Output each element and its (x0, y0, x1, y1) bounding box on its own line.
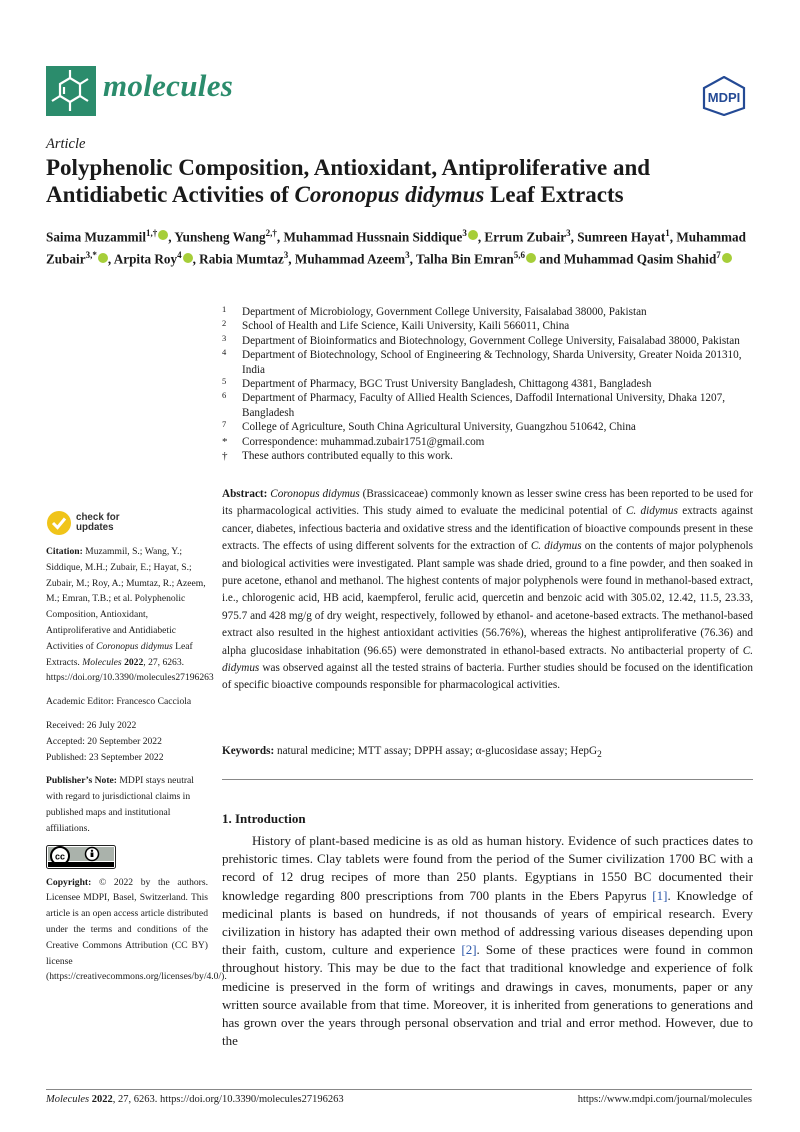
affiliation-text: School of Health and Life Science, Kaili University, Kaili 566011, China (242, 320, 570, 333)
author-name: Arpita Roy (113, 251, 178, 267)
journal-header (46, 66, 752, 120)
orcid-icon[interactable] (183, 253, 193, 263)
affiliation-mark: 4 (222, 347, 227, 358)
keywords: Keywords: natural medicine; MTT assay; DPPH assay; α-glucosidase assay; HepG$_2$ (222, 745, 602, 761)
copyright: Copyright: © 2022 by the authors. Licensee MDPI, Basel, Switzerland. This article is an open access article distributed under the terms and conditions of the Creative Commons Attribution (CC BY) license (https://creativecommons.org/licenses/by/4.0/). (46, 876, 227, 983)
affiliation-mark: 7 (222, 419, 227, 430)
author-name: Rabia Mumtaz (199, 251, 284, 267)
affiliation-mark: 1 (222, 304, 227, 314)
publisher-note: Publisher’s Note: MDPI stays neutral with regard to jurisdictional claims in published maps and institutional affiliations. (46, 775, 194, 834)
author-name: Saima Muzammil (46, 229, 146, 245)
footer-divider (46, 1089, 752, 1090)
section-divider (222, 779, 753, 780)
check-for-updates-button[interactable]: check for updates (46, 510, 208, 536)
affiliation-text: College of Agriculture, South China Agricultural University, Guangzhou 510642, China (242, 421, 636, 434)
author-conjunction: and (539, 251, 561, 267)
cc-by-license-icon[interactable] (46, 845, 116, 869)
orcid-icon[interactable] (526, 253, 536, 263)
author-affiliation-mark: 3 (566, 228, 571, 238)
author-list: Saima Muzammil$^{1,\dagger}$ , Yunsheng Wang$^{2,\dagger}$, Muhammad Hussnain Siddique$^3$ , Errum Zubair$^3$, Sumreen Hayat$^1$, Muhammad Zubair$^{3,*}$ , Arpita Roy$^4$ , Rabia Mumtaz$^3$, Muhammad Azeem$^3$, Talha Bin Emran$^{5,6}$ and Muhammad Qasim Shahid$^7$ (46, 228, 746, 267)
published-date: Published: 23 September 2022 (46, 751, 164, 763)
author-name: Muhammad Zubair (46, 229, 746, 267)
affiliation-text: Department of Microbiology, Government College University, Faisalabad 38000, Pakistan (242, 306, 647, 318)
author-affiliation-mark: 2,† (265, 228, 277, 238)
svg-text:cc: cc (54, 851, 66, 862)
affiliation-item (222, 377, 756, 391)
author-name: Muhammad Azeem (294, 251, 406, 267)
author-affiliation-mark: 3 (405, 250, 410, 261)
author-affiliation-mark: 4 (177, 250, 182, 261)
reference-link-1[interactable]: [1] (652, 887, 668, 903)
author-affiliation-mark: 1 (665, 228, 670, 238)
svg-text:MDPI: MDPI (707, 90, 741, 105)
affiliation-item (222, 449, 756, 463)
sidebar (46, 510, 227, 993)
citation: Citation: Muzammil, S.; Wang, Y.; Siddique, M.H.; Zubair, E.; Hayat, S.; Zubair, M.; Roy, A.; Mumtaz, R.; Azeem, M.; Emran, T.B.; et al. Polyphenolic Composition, Antioxidant, Antiproliferative and Antidiabetic Activities of Coronopus didymus Leaf Extracts. Molecules 2022, 27, 6263. https://doi.org/10.3390/molecules27196263 (46, 546, 214, 684)
received-date: Received: 26 July 2022 (46, 719, 137, 731)
affiliation-text: These authors contributed equally to this work. (242, 450, 453, 463)
affiliation-text: Department of Pharmacy, Faculty of Allied Health Sciences, Daffodil International University, Dhaka 1207, Bangladesh (242, 392, 725, 419)
affiliation-item (222, 305, 756, 319)
orcid-icon[interactable] (158, 230, 168, 240)
journal-name: molecules (103, 68, 234, 103)
mdpi-logo-icon (696, 76, 752, 116)
author-name: Sumreen Hayat (577, 229, 666, 245)
affiliation-item (222, 435, 756, 449)
affiliation-item (222, 420, 756, 434)
author-affiliation-mark: 7 (716, 250, 721, 261)
abstract: Abstract: Coronopus didymus (Brassicaceae) commonly known as lesser swine cress has been reported to be used for its pharmacological activities. This study aimed to evaluate the medicinal potential of C. didymus extracts against cancer, diabetes, infectious bacteria and oxidative stress and the identification of bioactive compounds present in these extracts. The effects of using different solvents for the extraction of C. didymus on the contents of major polyphenols and biological activities were investigated. Plant sample was shade dried, ground to a fine powder, and then soaked in pure acetone, ethanol and methanol. The highest contents of major polyphenols were found in methanol-based extract, i.e., chlorogenic acid, HB acid, kaempferol, ferulic acid, quercetin and benzoic acid with 305.02, 12.42, 11.5, 23.33, 975.7 and 428 mg/g of dry weight, respectively, followed by ethanol- and acetone-based extracts. The methanol-based extract also resulted in the highest antioxidant activities (56.76%), whereas the highest antiproliferative (76.36) and alpha glucosidase inhabitation (96.65) were demonstrated in ethanol-based extracts. No antibacterial property of C. didymus was observed against all the tested strains of bacteria. Further studies should be focused on the identification of specific bioactive compounds responsible for pharmacological activities. (222, 488, 754, 692)
author-name: Muhammad Qasim Shahid (563, 251, 717, 267)
affiliation-mark: 2 (222, 318, 227, 329)
article-title: Polyphenolic Composition, Antioxidant, Antiproliferative and Antidiabetic Activities of Coronopus didymus Leaf Extracts (46, 155, 651, 207)
check-updates-icon (46, 510, 72, 536)
author-affiliation-mark: 3 (462, 228, 467, 238)
affiliation-item (222, 334, 756, 348)
affiliation-text: Department of Bioinformatics and Biotechnology, Government College University, Faisalabad 38000, Pakistan (242, 334, 740, 347)
affiliation-text: Correspondence: muhammad.zubair1751@gmail.com (242, 435, 485, 448)
affiliation-item (222, 348, 756, 377)
affiliation-item (222, 391, 756, 420)
affiliation-mark: * (222, 435, 228, 448)
affiliation-mark: † (222, 450, 228, 463)
orcid-icon[interactable] (468, 230, 478, 240)
author-name: Errum Zubair (484, 229, 567, 245)
author-name: Yunsheng Wang (174, 229, 266, 245)
footer-citation: Molecules 2022, 27, 6263. https://doi.org/10.3390/molecules27196263 (46, 1094, 344, 1105)
dates (46, 718, 208, 765)
affiliation-text: Department of Biotechnology, School of Engineering & Technology, Sharda University, Greater Noida 201310, India (242, 349, 742, 376)
affiliation-item (222, 319, 756, 333)
reference-link-2[interactable]: [2] (461, 942, 477, 958)
accepted-date: Accepted: 20 September 2022 (46, 735, 162, 747)
introduction-paragraph: History of plant-based medicine is as old as human history. Evidence of such practices dates to prehistoric times. Clay tablets were found from the period of the Sumer civilization 1700 BC with a record of 12 drug recipes of more than 250 plants. Egyptians in 1550 BC documented their knowledge regarding 800 prescriptions from 700 plants in the Ebers Papyrus [1]. Knowledge of medicinal plants is based on hundreds, if not thousands of years of empirical research. Every civilization in history has adapted their own method of addressing various diseases depending upon their faith, custom, culture and experience [2]. Some of these practices were found in common throughout history. This may be due to the fact that traditional knowledge and experience of folk medicine is preserved in the form of writings and drawings in caves, monuments, paper or any written source available from that time. Moreover, it is inherited from generations to generations and has grown over the years through personal observation and trial and error method. However, due to the (222, 833, 753, 1049)
author-affiliation-mark: 3,* (85, 250, 97, 261)
footer-journal-url[interactable]: https://www.mdpi.com/journal/molecules (577, 1094, 752, 1105)
author-affiliation-mark: 3 (283, 250, 289, 261)
affiliation-mark: 3 (222, 332, 227, 343)
academic-editor: Academic Editor: Francesco Cacciola (46, 696, 192, 708)
author-name: Talha Bin Emran (416, 251, 514, 267)
affiliation-mark: 6 (222, 390, 227, 401)
author-affiliation-mark: 1,† (146, 228, 158, 238)
affiliations (222, 305, 756, 463)
affiliation-mark: 5 (222, 376, 227, 387)
author-affiliation-mark: 5,6 (513, 250, 525, 261)
article-type: Article (46, 136, 86, 152)
orcid-icon[interactable] (98, 253, 108, 263)
section-heading-introduction: 1. Introduction (222, 811, 306, 826)
author-name: Muhammad Hussnain Siddique (283, 229, 463, 245)
affiliation-text: Department of Pharmacy, BGC Trust University Bangladesh, Chittagong 4381, Bangladesh (242, 378, 652, 391)
orcid-icon[interactable] (722, 253, 732, 263)
molecules-logo-icon (46, 66, 96, 116)
